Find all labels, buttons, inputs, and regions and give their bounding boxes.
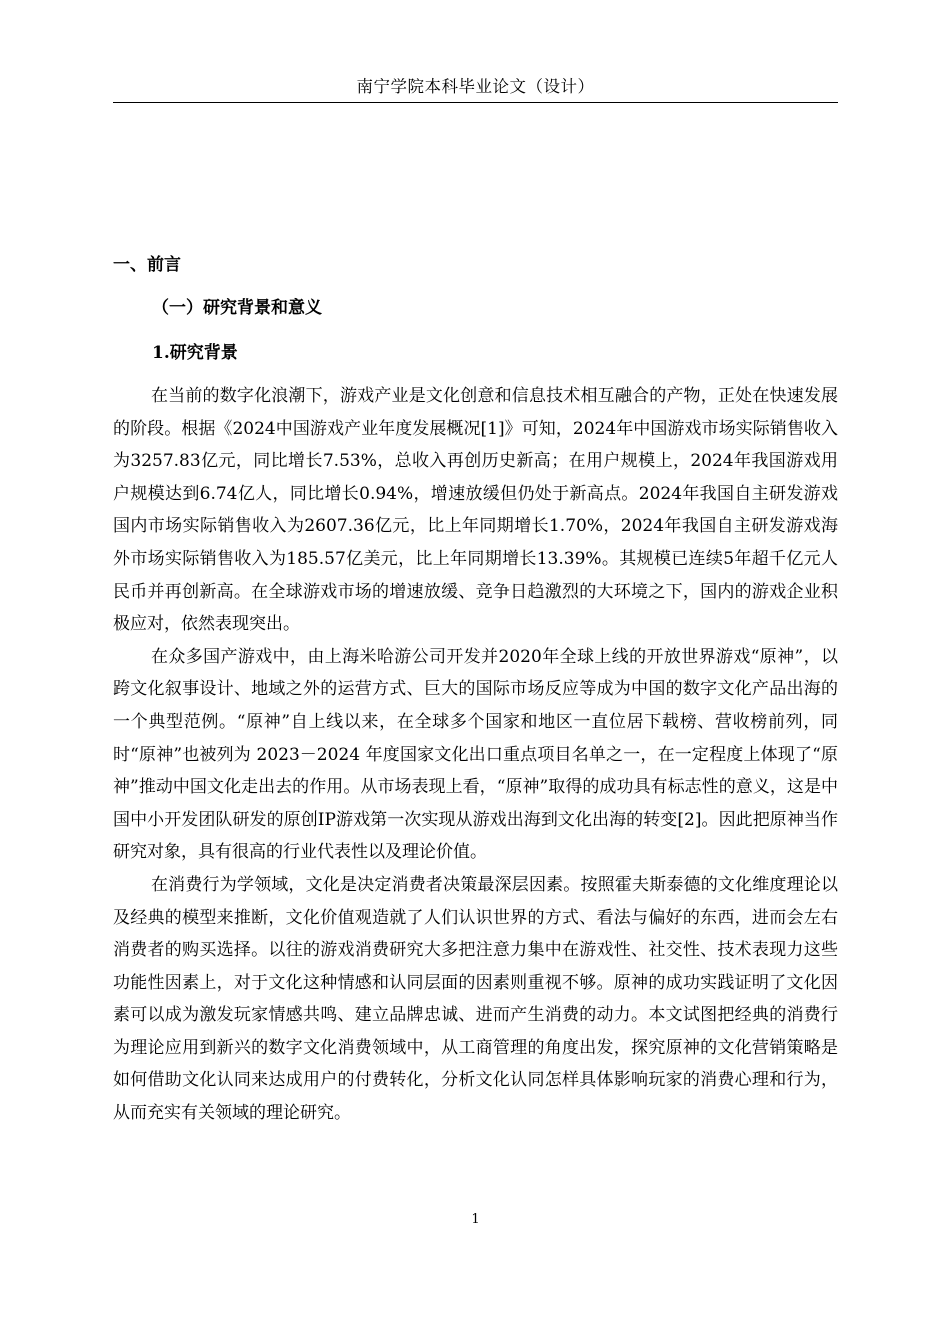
subsection-heading: 1.研究背景 bbox=[152, 343, 238, 363]
section-heading: （一）研究背景和意义 bbox=[152, 298, 322, 318]
paragraph-consumer-behavior: 在消费行为学领域，文化是决定消费者决策最深层因素。按照霍夫斯泰德的文化维度理论以及经典的模型来推断，文化价值观造就了人们认识世界的方式、看法与偏好的东西，进而会左右消费者的购买选择。以往的游戏消费研究大多把注意力集中在游戏性、社交性、技术表现力这些功能性因素上，对于文化这种情感和认同层面的因素则重视不够。原神的成功实践证明了文化因素可以成为激发玩家情感共鸣、建立品牌忠诚、进而产生消费的动力。本文试图把经典的消费行为理论应用到新兴的数字文化消费领域中，从工商管理的角度出发，探究原神的文化营销策略是如何借助文化认同来达成用户的付费转化，分析文化认同怎样具体影响玩家的消费心理和行为，从而充实有关领域的理论研究。 bbox=[113, 874, 838, 1124]
header-divider bbox=[113, 102, 838, 103]
paragraph-market-background: 在当前的数字化浪潮下，游戏产业是文化创意和信息技术相互融合的产物，正处在快速发展的阶段。根据《2024中国游戏产业年度发展概况[1]》可知，2024年中国游戏市场实际销售收入为3257.83亿元，同比增长7.53%，总收入再创历史新高；在用户规模上，2024年我国游戏用户规模达到6.74亿人，同比增长0.94%，增速放缓但仍处于新高点。2024年我国自主研发游戏国内市场实际销售收入为2607.36亿元，比上年同期增长1.70%，2024年我国自主研发游戏海外市场实际销售收入为185.57亿美元，比上年同期增长13.39%。其规模已连续5年超千亿元人民币并再创新高。在全球游戏市场的增速放缓、竞争日趋激烈的大环境之下，国内的游戏企业积极应对，依然表现突出。 bbox=[113, 386, 838, 635]
body-text bbox=[113, 380, 838, 1130]
page-number: 1 bbox=[471, 1212, 480, 1227]
running-header: 南宁学院本科毕业论文（设计） bbox=[356, 77, 595, 96]
paragraph-genshin-case: 在众多国产游戏中，由上海米哈游公司开发并2020年全球上线的开放世界游戏“原神”，以跨文化叙事设计、地域之外的运营方式、巨大的国际市场反应等成为中国的数字文化产品出海的一个典型范例。“原神”自上线以来，在全球多个国家和地区一直位居下载榜、营收榜前列，同时“原神”也被列为 2023－2024 年度国家文化出口重点项目名单之一，在一定程度上体现了“原神”推动中国文化走出去的作用。从市场表现上看，“原神”取得的成功具有标志性的意义，这是中国中小开发团队研发的原创IP游戏第一次实现从游戏出海到文化出海的转变[2]。因此把原神当作研究对象，具有很高的行业代表性以及理论价值。 bbox=[113, 646, 838, 863]
chapter-heading: 一、前言 bbox=[113, 255, 181, 275]
